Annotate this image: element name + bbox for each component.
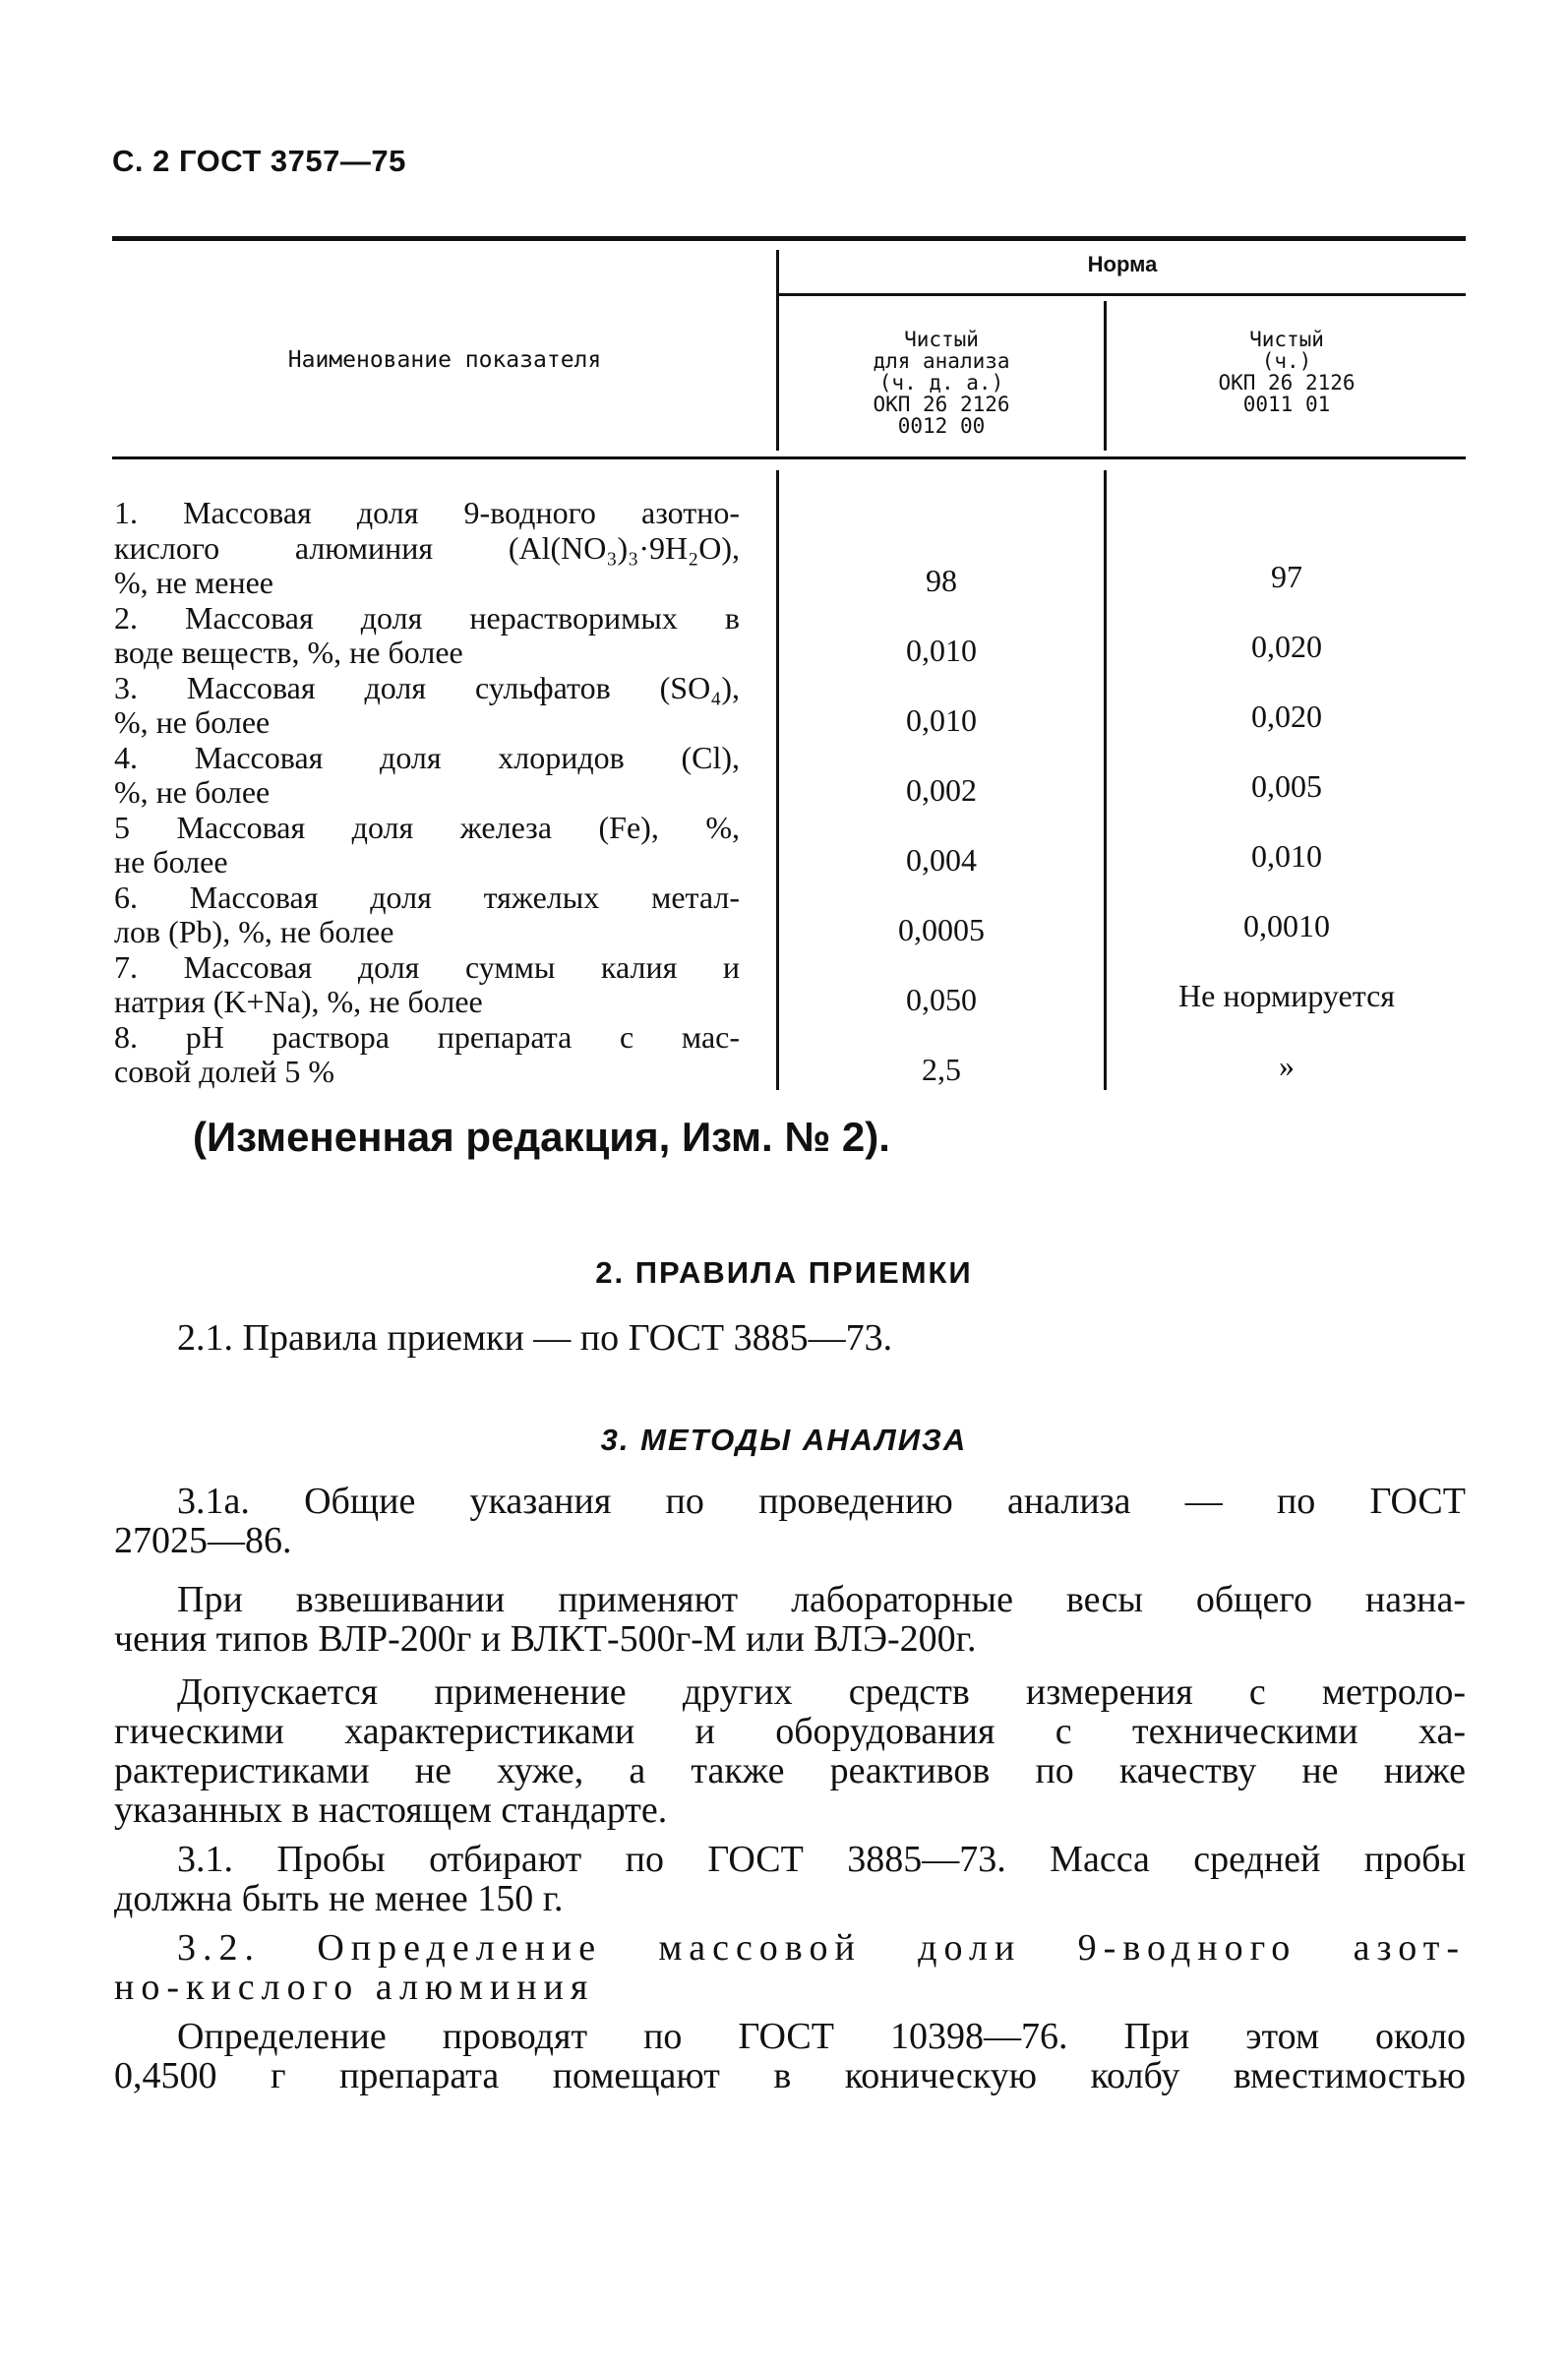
- col2-header-line: (ч.): [1261, 349, 1312, 373]
- row-value-ch: 0,020: [1251, 698, 1322, 734]
- row-name-line: кислого алюминия (Al(NO₃)₃·9H₂O),: [114, 529, 740, 566]
- row-value-ch: 0,010: [1251, 838, 1322, 874]
- row-name-line: 6. Массовая доля тяжелых метал-: [114, 879, 740, 915]
- row-value-ch: »: [1279, 1048, 1295, 1083]
- page-header: С. 2 ГОСТ 3757—75: [112, 144, 406, 178]
- amendment-note: (Измененная редакция, Изм. № 2).: [193, 1114, 890, 1160]
- col2-header-line: 0011 01: [1242, 393, 1331, 416]
- row-value-ch-d-a: 98: [926, 563, 957, 598]
- row-name-line: не более: [114, 844, 228, 880]
- paragraph-line: 2.1. Правила приемки — по ГОСТ 3885—73.: [177, 1317, 893, 1359]
- row-name-line: %, не более: [114, 704, 271, 740]
- row-name-line: 4. Массовая доля хлоридов (Cl),: [114, 739, 740, 775]
- row-value-ch-d-a: 0,010: [906, 633, 977, 668]
- section-2-paragraph: [114, 1318, 1466, 1358]
- col1-header: [779, 329, 1104, 437]
- paragraph-line: должна быть не менее 150 г.: [114, 1878, 564, 1919]
- row-name: [114, 880, 740, 949]
- paragraph-line: 0,4500 г препарата помещают в коническую колбу вместимостью: [114, 2055, 1466, 2096]
- row-name-line: 1. Массовая доля 9-водного азотно-: [114, 495, 740, 530]
- row-name-line: %, не менее: [114, 565, 273, 600]
- row-name-line: 5 Массовая доля железа (Fe), %,: [114, 809, 740, 845]
- col2-header-line: ОКП 26 2126: [1218, 371, 1356, 394]
- table-divider-cols-body: [1104, 470, 1107, 1090]
- row-name: [114, 810, 740, 880]
- row-value-ch: Не нормируется: [1178, 978, 1395, 1013]
- row-name: [114, 740, 740, 810]
- row-value-ch-d-a: 0,002: [906, 772, 977, 808]
- paragraph-line: При взвешивании применяют лабораторные весы общего назна-: [177, 1579, 1466, 1620]
- row-name-line: натрия (K+Na), %, не более: [114, 984, 483, 1019]
- row-value-ch-d-a: 0,010: [906, 702, 977, 738]
- row-value-ch-d-a: 0,0005: [898, 912, 985, 947]
- col1-header-line: (ч. д. а.): [878, 371, 1004, 394]
- row-name-line: %, не более: [114, 774, 271, 810]
- paragraph-line: 3.1а. Общие указания по проведению анализа — по ГОСТ: [177, 1481, 1466, 1522]
- row-name-line: воде веществ, %, не более: [114, 635, 463, 670]
- paragraph-line: Определение проводят по ГОСТ 10398—76. При этом около: [177, 2016, 1466, 2057]
- row-name: [114, 495, 740, 600]
- section-3-title: 3. МЕТОДЫ АНАЛИЗА: [600, 1423, 968, 1457]
- section-2-title: 2. ПРАВИЛА ПРИЕМКИ: [595, 1255, 973, 1290]
- row-name: [114, 600, 740, 670]
- row-name: [114, 1019, 740, 1089]
- norma-under-rule: [779, 293, 1466, 296]
- section-3-p6: [114, 2017, 1466, 2095]
- table-top-rule: [112, 236, 1466, 241]
- paragraph-line: Допускается применение других средств измерения с метроло-: [177, 1671, 1466, 1713]
- col2-header: [1108, 329, 1466, 415]
- paragraph-line: рактеристиками не хуже, а также реактивов по качеству не ниже: [114, 1750, 1466, 1791]
- section-3-p1: [114, 1482, 1466, 1560]
- row-name-line: 8. pH раствора препарата с мас-: [114, 1018, 740, 1055]
- row-value-ch: 0,005: [1251, 768, 1322, 804]
- section-3-p5: [114, 1928, 1466, 2007]
- row-name-line: 3. Массовая доля сульфатов (SO₄),: [114, 669, 740, 705]
- row-name-line: 2. Массовая доля нерастворимых в: [114, 599, 740, 636]
- paragraph-line: 27025—86.: [114, 1520, 292, 1561]
- row-name-line: лов (Pb), %, не более: [114, 914, 394, 949]
- row-name: [114, 949, 740, 1019]
- row-value-ch-d-a: 0,004: [906, 842, 977, 878]
- row-name-line: 7. Массовая доля суммы калия и: [114, 948, 740, 985]
- col1-header-line: ОКП 26 2126: [873, 393, 1010, 416]
- col1-header-line: для анализа: [873, 349, 1010, 373]
- paragraph-line: но-кислого алюминия: [114, 1967, 595, 2008]
- row-value-ch: 0,0010: [1243, 908, 1330, 943]
- row-value-ch-d-a: 2,5: [922, 1052, 961, 1087]
- paragraph-line: гическими характеристиками и оборудования с техническими ха-: [114, 1711, 1466, 1752]
- col2-header-line: Чистый: [1249, 328, 1324, 351]
- row-name-line: совой долей 5 %: [114, 1054, 335, 1089]
- table-divider-cols: [1104, 301, 1107, 451]
- paragraph-line: чения типов ВЛР-200г и ВЛКТ-500г-М или ВЛЭ-200г.: [114, 1618, 977, 1660]
- section-3-p2: [114, 1580, 1466, 1659]
- row-value-ch-d-a: 0,050: [906, 982, 977, 1017]
- paragraph-line: 3.1. Пробы отбирают по ГОСТ 3885—73. Масса средней пробы: [177, 1839, 1466, 1880]
- norma-header: Норма: [1087, 252, 1158, 276]
- row-name: [114, 670, 740, 740]
- col1-header-line: 0012 00: [897, 414, 986, 438]
- paragraph-line: 3.2. Определение массовой доли 9-водного азот-: [177, 1927, 1466, 1969]
- section-3-p3: [114, 1672, 1466, 1830]
- row-value-ch: 97: [1271, 559, 1302, 594]
- col1-header-line: Чистый: [904, 328, 979, 351]
- paragraph-line: указанных в настоящем стандарте.: [114, 1790, 668, 1831]
- section-3-p4: [114, 1840, 1466, 1918]
- header-bottom-rule: [112, 456, 1466, 459]
- col-name-header: Наименование показателя: [287, 347, 602, 373]
- row-value-ch: 0,020: [1251, 629, 1322, 664]
